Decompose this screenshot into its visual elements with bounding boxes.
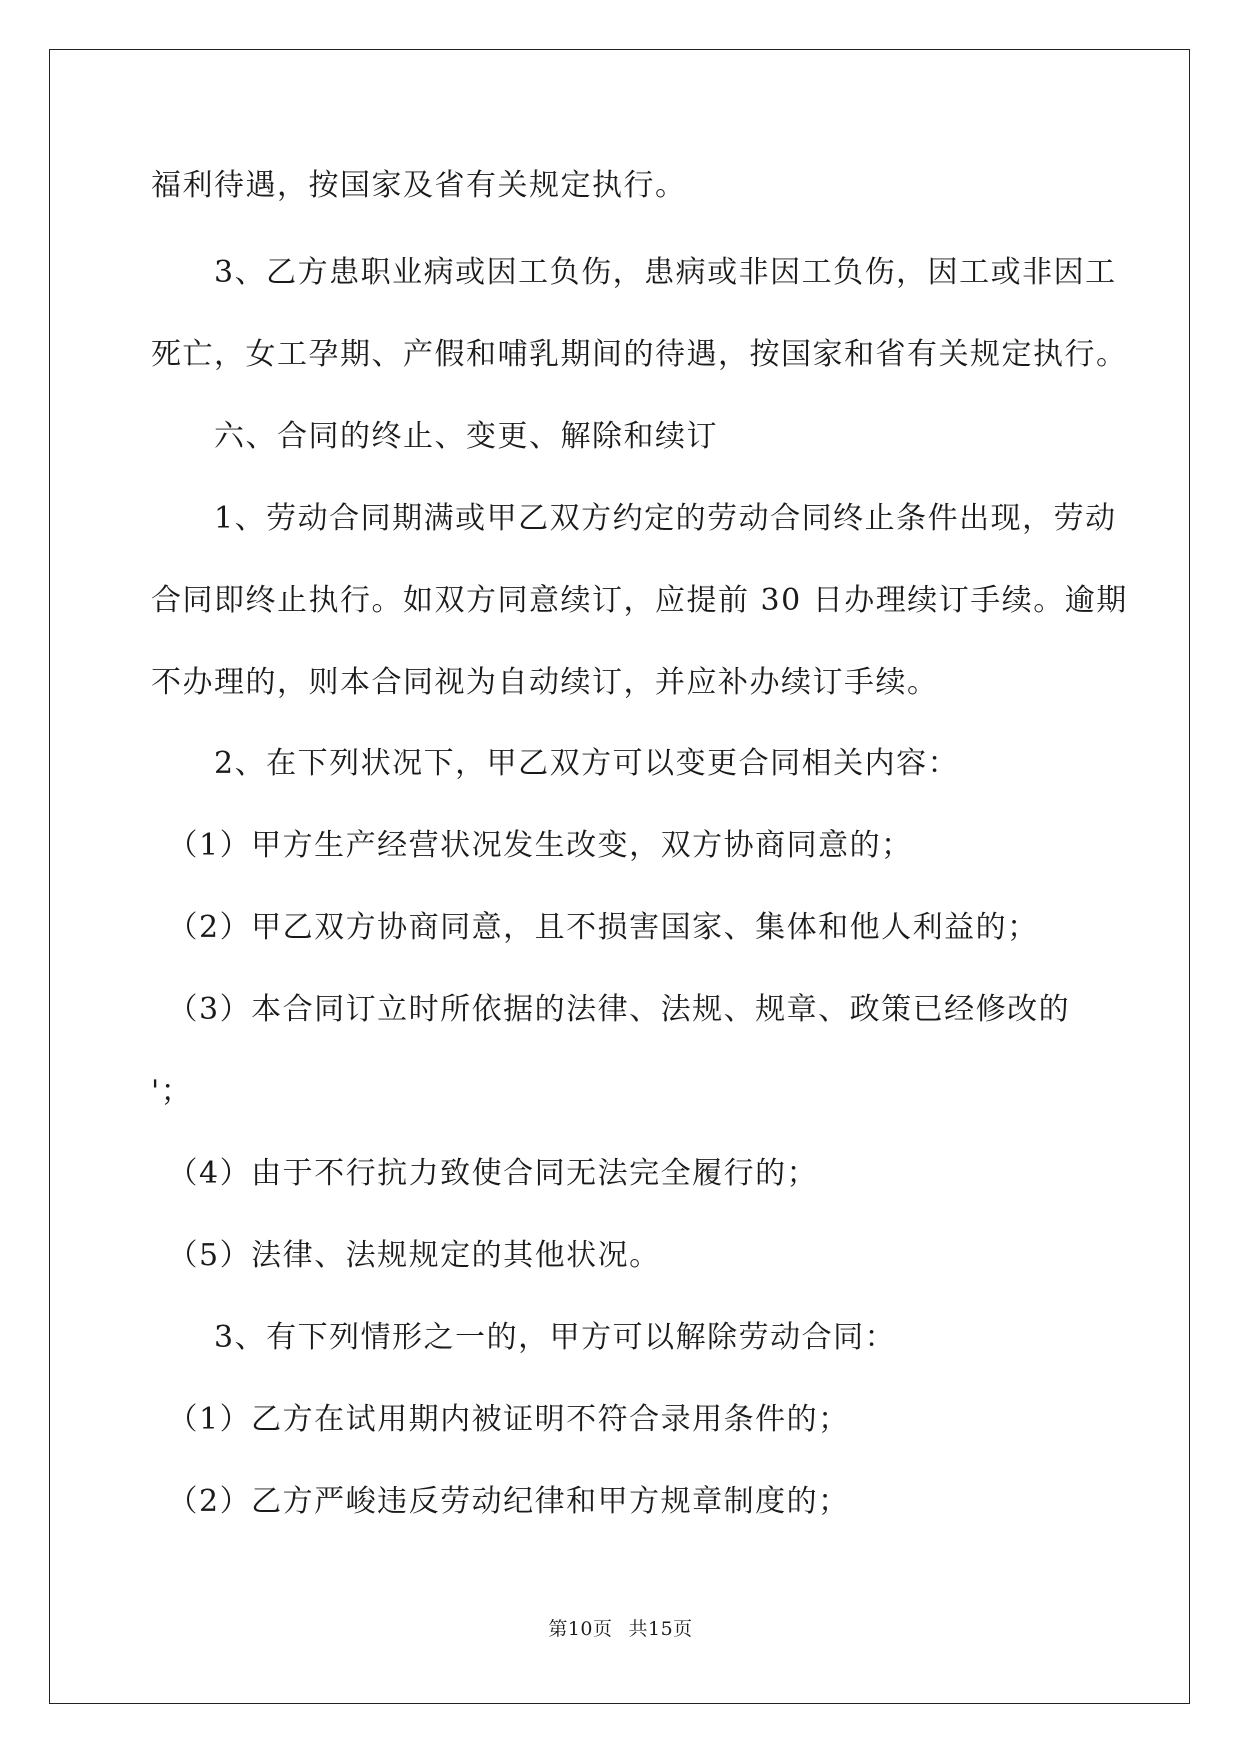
list-item: （3）本合同订立时所依据的法律、法规、规章、政策已经修改的 [151,992,1071,1027]
section-heading: 六、合同的终止、变更、解除和续订 [151,419,718,454]
page-footer [0,1617,1241,1641]
body-line: 合同即终止执行。如双方同意续订，应提前 30 日办理续订手续。逾期 [151,583,1128,618]
body-line: 2、在下列状况下，甲乙双方可以变更合同相关内容： [151,746,960,781]
page-border [49,49,1190,1704]
body-line: 3、乙方患职业病或因工负伤，患病或非因工负伤，因工或非因工 [151,255,1117,290]
page-total: 共15页 [628,1618,693,1640]
body-line: 死亡，女工孕期、产假和哺乳期间的待遇，按国家和省有关规定执行。 [151,337,1128,372]
list-item: （2）乙方严峻违反劳动纪律和甲方规章制度的； [151,1484,850,1519]
list-item: （2）甲乙双方协商同意，且不损害国家、集体和他人利益的； [151,910,1039,945]
list-item: （1）甲方生产经营状况发生改变，双方协商同意的； [151,828,913,863]
list-item: （1）乙方在试用期内被证明不符合录用条件的； [151,1402,850,1437]
body-line: 3、有下列情形之一的，甲方可以解除劳动合同： [151,1320,897,1355]
list-item: （5）法律、法规规定的其他状况。 [151,1238,661,1273]
body-line: 福利待遇，按国家及省有关规定执行。 [151,168,687,203]
body-line: 1、劳动合同期满或甲乙双方约定的劳动合同终止条件出现，劳动 [151,501,1117,536]
body-line: 不办理的，则本合同视为自动续订，并应补办续订手续。 [151,665,939,700]
page-number: 第10页 [548,1618,613,1640]
list-item: （4）由于不行抗力致使合同无法完全履行的； [151,1156,819,1191]
body-line: '； [151,1074,193,1109]
